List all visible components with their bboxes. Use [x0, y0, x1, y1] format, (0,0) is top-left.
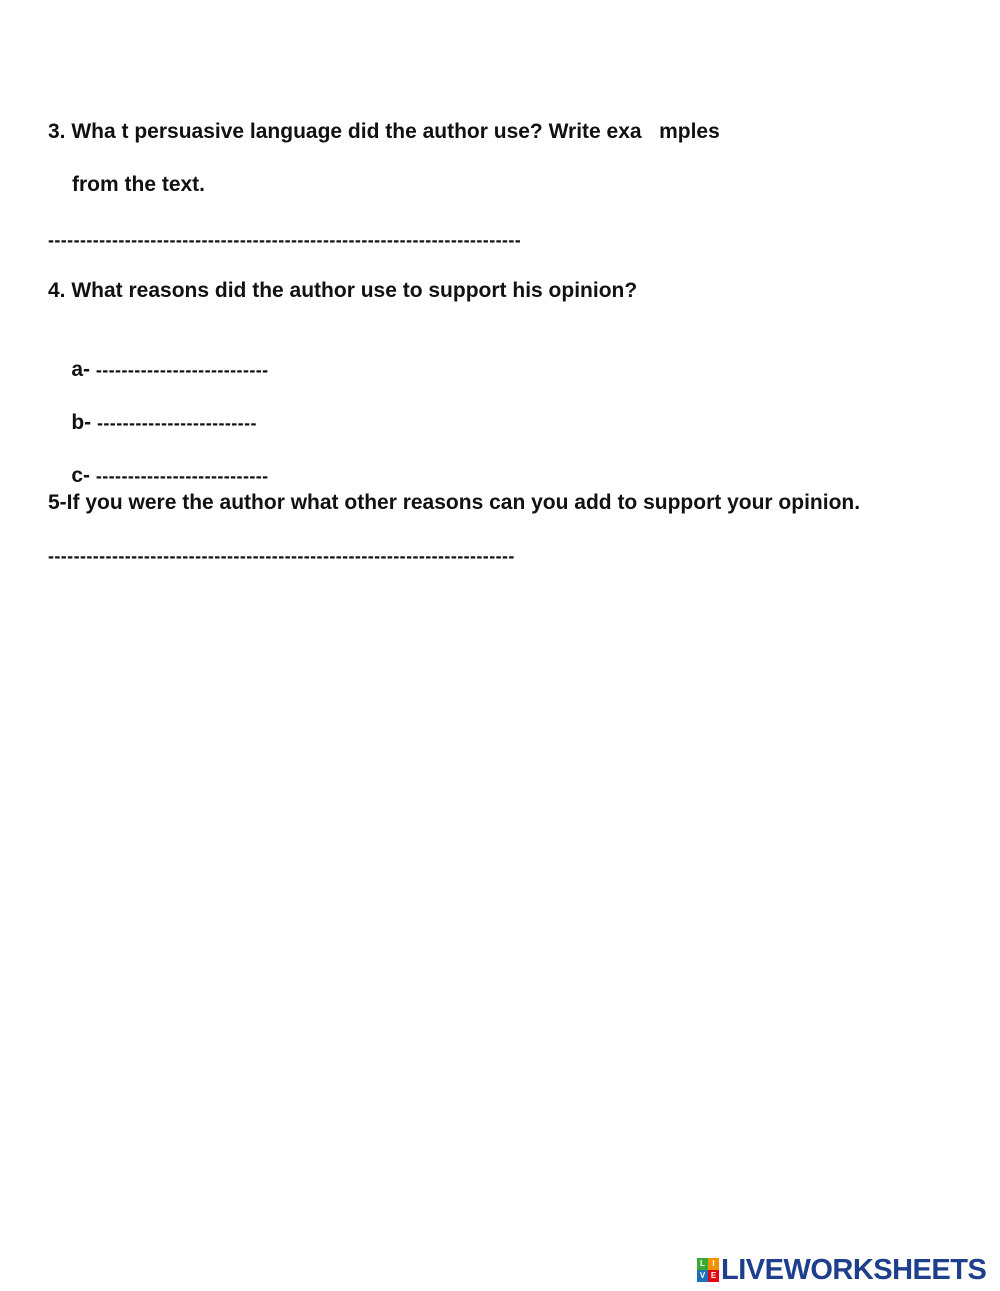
liveworksheets-logo	[697, 1256, 986, 1284]
question-5: 5-If you were the author what other reasons can you add to support your opinion.	[48, 491, 861, 514]
logo-tile-v: V	[697, 1270, 708, 1282]
answer-a-label: a-	[71, 358, 91, 381]
logo-tile-l: L	[697, 1258, 708, 1270]
logo-tiles-icon	[697, 1258, 719, 1282]
answer-c-blank: ---------------------------	[95, 466, 269, 486]
question-3-line-1: 3. Wha t persuasive language did the author use? Write exa mples	[48, 120, 720, 143]
answer-c-label: c-	[71, 464, 91, 487]
answer-b-blank: -------------------------	[97, 413, 257, 433]
question-3-answer-line: --------------------------------------------------------------------------	[48, 230, 522, 250]
answer-a-blank: ---------------------------	[95, 360, 269, 380]
logo-tile-e: E	[708, 1270, 719, 1282]
question-3-line-2: from the text.	[72, 173, 206, 196]
question-4: 4. What reasons did the author use to support his opinion?	[48, 279, 638, 302]
answer-b-label: b-	[71, 411, 92, 434]
question-5-answer-line: -------------------------------------------------------------------------	[48, 546, 515, 566]
logo-tile-i: I	[708, 1258, 719, 1270]
logo-wordmark: LIVEWORKSHEETS	[721, 1254, 987, 1286]
